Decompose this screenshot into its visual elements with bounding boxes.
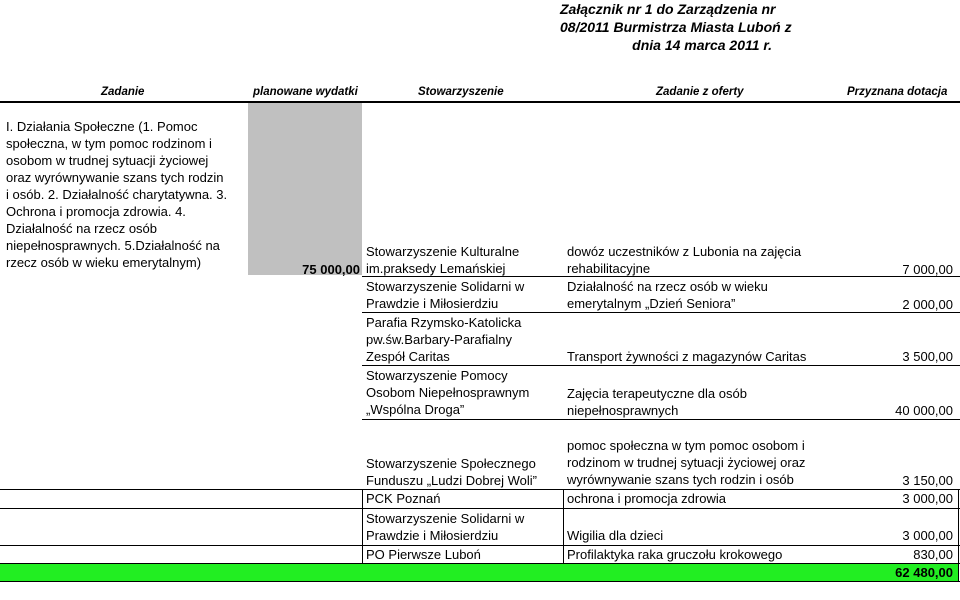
grant-amount: 3 150,00 [902, 473, 953, 488]
grant-amount: 3 000,00 [902, 491, 953, 506]
document-header [560, 0, 792, 54]
offer-description: pomoc społeczna w tym pomoc osobom i rodzinom w trudnej sytuacji życiowej oraz wyrównywanie szans tych rodzin i osób [567, 438, 806, 487]
organization-name: PCK Poznań [366, 491, 441, 506]
offer-description: dowóz uczestników z Lubonia na zajęcia rehabilitacyjne [567, 244, 802, 276]
organization-name: PO Pierwsze Luboń [366, 547, 481, 562]
organization-name: Parafia Rzymsko-Katolicka pw.św.Barbary-Parafialny Zespół Caritas [366, 315, 522, 364]
organization-name: Stowarzyszenie Solidarni w Prawdzie i Miłosierdziu [366, 511, 525, 543]
grant-amount: 3 000,00 [902, 528, 953, 543]
offer-description: Transport żywności z magazynów Caritas [567, 349, 807, 364]
grant-amount: 2 000,00 [902, 297, 953, 312]
row-rule [362, 419, 960, 420]
column-rule [362, 489, 363, 563]
col-header-zadanie: Zadanie [101, 86, 145, 98]
total-amount: 62 480,00 [895, 565, 953, 580]
row-rule [362, 365, 960, 366]
header-rule [0, 101, 960, 103]
grant-amount: 7 000,00 [902, 262, 953, 277]
offer-description: Działalność na rzecz osób w wieku emerytalnym „Dzień Seniora” [567, 279, 768, 311]
grant-amount: 40 000,00 [895, 403, 953, 418]
grant-amount: 3 500,00 [902, 349, 953, 364]
column-rule [563, 489, 564, 563]
header-line-1: Załącznik nr 1 do Zarządzenia nr [560, 1, 776, 17]
organization-name: Stowarzyszenie Kulturalne im.praksedy Lemańskiej [366, 244, 520, 276]
col-header-dotacja: Przyznana dotacja [847, 86, 948, 98]
offer-description: Profilaktyka raka gruczołu krokowego [567, 547, 783, 562]
col-header-stowarzyszenie: Stowarzyszenie [418, 86, 504, 98]
organization-name: Stowarzyszenie Pomocy Osobom Niepełnosprawnym „Wspólna Droga” [366, 368, 530, 417]
organization-name: Stowarzyszenie Solidarni w Prawdzie i Miłosierdziu [366, 279, 525, 311]
col-header-oferta: Zadanie z oferty [656, 86, 744, 98]
offer-description: Zajęcia terapeutyczne dla osób niepełnosprawnych [567, 386, 747, 418]
column-rule [958, 489, 959, 581]
planned-cell-shading [248, 102, 362, 275]
offer-description: ochrona i promocja zdrowia [567, 491, 726, 506]
grant-amount: 830,00 [913, 547, 953, 562]
organization-name: Stowarzyszenie Społecznego Funduszu „Ludzi Dobrej Woli” [366, 456, 537, 488]
planned-amount: 75 000,00 [302, 262, 360, 277]
row-rule [0, 508, 960, 509]
header-line-3: dnia 14 marca 2011 r. [632, 37, 772, 53]
task-description: I. Działania Społeczne (1. Pomoc społeczna, w tym pomoc rodzinom i osobom w trudnej sytuacji życiowej oraz wyrównywanie szans tych rodzin i osób. 2. Działalność charytatywna. 3. Ochrona i promocja zdrowia. 4. Działalność na rzecz osób niepełnosprawnych. 5.Działalność na rzecz osób w wieku emerytalnym) [6, 119, 228, 270]
header-line-2: 08/2011 Burmistrza Miasta Luboń z [560, 19, 792, 35]
offer-description: Wigilia dla dzieci [567, 528, 664, 543]
row-rule [0, 581, 960, 582]
col-header-wydatki: planowane wydatki [253, 86, 358, 98]
